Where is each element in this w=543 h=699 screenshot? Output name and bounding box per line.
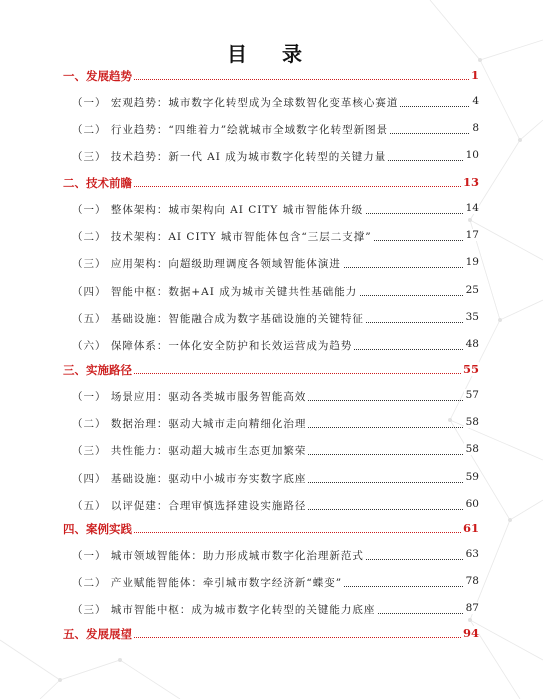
toc-subsection[interactable] [0, 311, 543, 329]
toc-section-1[interactable] [0, 68, 543, 86]
toc-subsection[interactable] [0, 471, 543, 489]
toc-subsection[interactable] [0, 256, 543, 274]
toc-entry-label: （一） 城市领域智能体：助力形成城市数字化治理新范式 [72, 550, 364, 562]
toc-entry-label: （三） 共性能力：驱动超大城市生态更加繁荣 [72, 445, 307, 458]
toc-entry-label: （六） 保障体系：一体化安全防护和长效运营成为趋势 [72, 340, 353, 352]
toc-subsection[interactable] [0, 548, 543, 566]
toc-entry-label: （一） 整体架构：城市架构向 AI CITY 城市智能体升级 [72, 204, 364, 216]
toc-subsection[interactable] [0, 498, 543, 516]
toc-entry-label: （三） 技术趋势：新一代 AI 成为城市数字化转型的关键力量 [72, 151, 387, 164]
toc-entry-label: 四、案例实践 [63, 522, 132, 536]
toc-entry-label: （二） 数据治理：驱动大城市走向精细化治理 [72, 418, 307, 431]
toc-entry-label: （二） 技术架构：AI CITY 城市智能体包含“三层二支撑” [72, 231, 372, 244]
toc-page-number: 4 [472, 95, 479, 107]
toc-entry-label: （四） 智能中枢：数据+AI 成为城市关键共性基础能力 [72, 285, 358, 298]
toc-page-number: 58 [465, 416, 479, 429]
toc-subsection[interactable] [0, 389, 543, 407]
toc-page-number: 1 [470, 68, 479, 82]
toc-page-number: 57 [465, 389, 479, 401]
toc-subsection[interactable] [0, 202, 543, 220]
toc-page-number: 8 [472, 122, 479, 135]
toc-page-number: 14 [465, 202, 479, 214]
toc-entry-label: （一） 宏观趋势：城市数字化转型成为全球数智化变革核心赛道 [72, 97, 399, 109]
toc-subsection[interactable] [0, 416, 543, 434]
toc-subsection[interactable] [0, 602, 543, 620]
toc-entry-label: （三） 城市智能中枢：成为城市数字化转型的关键能力底座 [72, 604, 376, 617]
toc-page-number: 13 [462, 175, 479, 189]
toc-subsection[interactable] [0, 284, 543, 302]
toc-entry-label: （五） 基础设施：智能融合成为数字基础设施的关键特征 [72, 312, 364, 325]
toc-page-number: 59 [465, 470, 479, 483]
toc-entry-label: 二、技术前瞻 [63, 176, 132, 190]
toc-page-number: 60 [465, 497, 479, 510]
toc-entry-label: （三） 应用架构：向超级助理调度各领域智能体演进 [72, 258, 341, 271]
toc-section-2[interactable] [0, 175, 543, 193]
toc-entry-label: 三、实施路径 [63, 363, 132, 377]
toc-page-number: 17 [465, 229, 479, 242]
toc-page-number: 25 [465, 283, 479, 296]
toc-page-number: 58 [465, 443, 479, 456]
page-title: 目 录 [227, 42, 316, 66]
toc-subsection[interactable] [0, 229, 543, 247]
toc-entry-label: 五、发展展望 [63, 627, 132, 641]
toc-entry-label: （二） 行业趋势：“四维着力”绘就城市全域数字化转型新图景 [72, 124, 389, 137]
toc-subsection[interactable] [0, 95, 543, 113]
toc-entry-label: （四） 基础设施：驱动中小城市夯实数字底座 [72, 472, 307, 485]
toc-section-5[interactable] [0, 626, 543, 644]
toc-subsection[interactable] [0, 443, 543, 461]
toc-page-number: 94 [462, 626, 479, 640]
toc-page-number: 48 [465, 338, 479, 350]
toc-page-number: 19 [465, 256, 479, 269]
toc-entry-label: 一、发展趋势 [63, 69, 132, 83]
toc-page-number: 87 [465, 602, 479, 615]
toc-subsection[interactable] [0, 122, 543, 140]
toc-entry-label: （五） 以评促建：合理审慎选择建设实施路径 [72, 499, 307, 512]
toc-page-number: 63 [465, 548, 479, 560]
toc-page-number: 10 [465, 149, 479, 162]
toc-subsection[interactable] [0, 575, 543, 593]
toc-entry-label: （二） 产业赋能智能体：牵引城市数字经济新“蝶变” [72, 577, 343, 590]
toc-page-number: 78 [465, 575, 479, 588]
toc-page-number: 61 [462, 521, 479, 535]
toc-entry-label: （一） 场景应用：驱动各类城市服务智能高效 [72, 391, 307, 403]
toc-section-3[interactable] [0, 362, 543, 380]
toc-page-number: 55 [462, 362, 479, 376]
toc-subsection[interactable] [0, 338, 543, 356]
toc-subsection[interactable] [0, 149, 543, 167]
toc-section-4[interactable] [0, 521, 543, 539]
toc-page-number: 35 [465, 310, 479, 323]
